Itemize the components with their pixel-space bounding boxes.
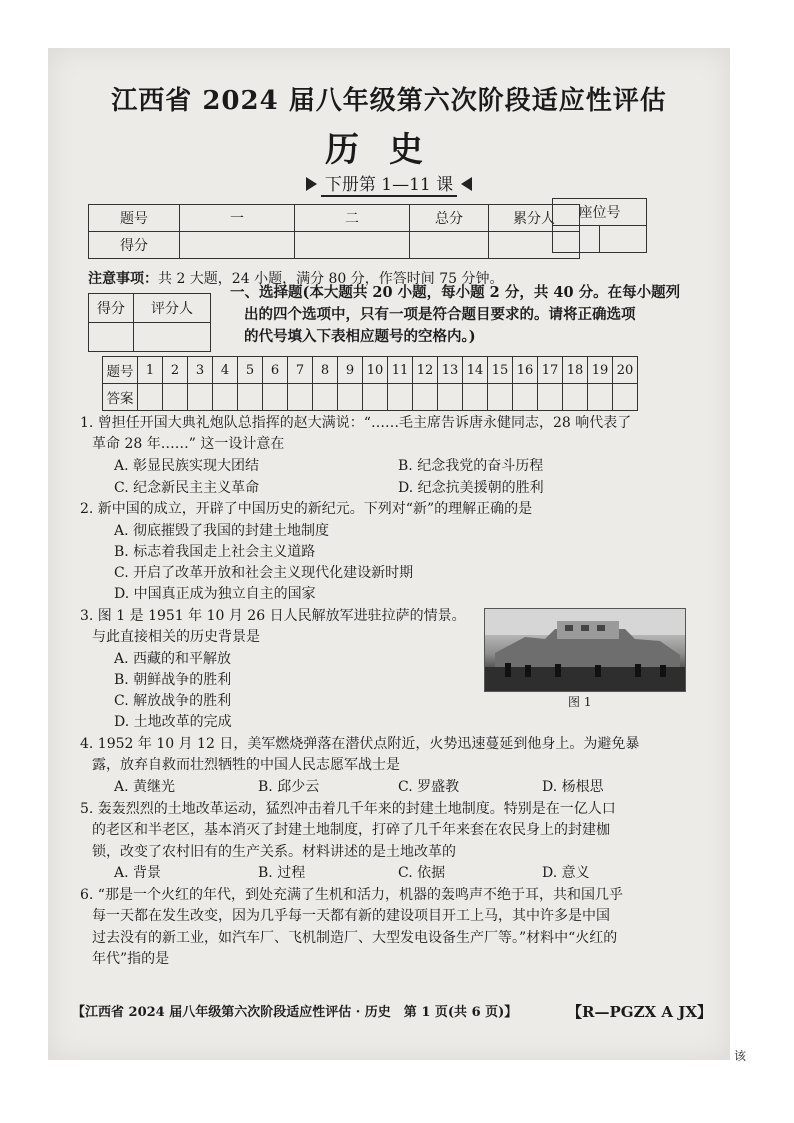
- question-line: 的老区和半老区，基本消灭了封建土地制度，打碎了几千年来套在农民身上的封建枷: [92, 822, 610, 839]
- question-line: 年代”指的是: [92, 950, 170, 967]
- margin-character: 该: [734, 1049, 747, 1063]
- q4-option-a[interactable]: A. 黄继光: [114, 779, 176, 795]
- grader-name-cell[interactable]: [134, 323, 211, 352]
- q4-option-c[interactable]: C. 罗盛教: [398, 779, 460, 795]
- answer-cell[interactable]: [563, 384, 588, 411]
- answer-number-cell: 16: [513, 357, 538, 384]
- score-header-cell: 累分人: [489, 205, 580, 232]
- answer-cell[interactable]: [238, 384, 263, 411]
- figure-1-photo-lhasa: [484, 608, 686, 692]
- score-row-label: 得分: [89, 232, 180, 259]
- answer-cell[interactable]: [388, 384, 413, 411]
- question-1-stem: [80, 413, 631, 456]
- q5-option-c[interactable]: C. 依据: [398, 865, 446, 881]
- answer-number-cell: 8: [313, 357, 338, 384]
- answer-cell[interactable]: [413, 384, 438, 411]
- score-cell[interactable]: [410, 232, 489, 259]
- q1-option-b[interactable]: B. 纪念我党的奋斗历程: [398, 458, 544, 474]
- answer-cell[interactable]: [263, 384, 288, 411]
- answer-number-cell: 3: [188, 357, 213, 384]
- exam-title: 江西省 2024 届八年级第六次阶段适应性评估: [111, 86, 667, 116]
- score-header-cell: 总分: [410, 205, 489, 232]
- answer-cell[interactable]: [463, 384, 488, 411]
- q5-option-d[interactable]: D. 意义: [542, 865, 590, 881]
- answer-number-cell: 1: [138, 357, 163, 384]
- answer-cell[interactable]: [313, 384, 338, 411]
- question-line: 3. 图 1 是 1951 年 10 月 26 日人民解放军进驻拉萨的情景。: [80, 608, 466, 624]
- answer-cell[interactable]: [213, 384, 238, 411]
- q2-option-c[interactable]: C. 开启了改革开放和社会主义现代化建设新时期: [114, 565, 414, 581]
- answer-cell[interactable]: [613, 384, 638, 411]
- answer-number-cell: 13: [438, 357, 463, 384]
- answer-cell[interactable]: [188, 384, 213, 411]
- page-footer: [72, 1001, 712, 1022]
- q1-option-a[interactable]: A. 彰显民族实现大团结: [114, 458, 260, 474]
- question-line: 革命 28 年……” 这一设计意在: [92, 436, 285, 453]
- q3-option-c[interactable]: C. 解放战争的胜利: [114, 693, 232, 709]
- answer-number-cell: 11: [388, 357, 413, 384]
- question-line: 5. 轰轰烈烈的土地改革运动，猛烈冲击着几千年来的封建土地制度。特别是在一亿人口: [80, 801, 616, 817]
- section-1-line: 的代号填入下表相应题号的空格内。): [244, 328, 476, 345]
- exam-paper: [48, 48, 730, 1060]
- answer-number-cell: 12: [413, 357, 438, 384]
- answer-number-cell: 10: [363, 357, 388, 384]
- notice-text: 共 2 大题，24 小题，满分 80 分，作答时间 75 分钟。: [158, 271, 504, 287]
- score-cell[interactable]: [295, 232, 410, 259]
- answer-number-cell: 15: [488, 357, 513, 384]
- answer-table: [102, 356, 638, 411]
- lesson-range: [48, 170, 730, 197]
- q4-option-b[interactable]: B. 邱少云: [258, 779, 320, 795]
- score-header-cell: 一: [180, 205, 295, 232]
- question-line: 过去没有的新工业，如汽车厂、飞机制造厂、大型发电设备生产厂等。”材料中“火红的: [92, 929, 618, 946]
- score-cell[interactable]: [180, 232, 295, 259]
- section-1-line: 一、选择题(本大题共 20 小题，每小题 2 分，共 40 分。在每小题列: [230, 284, 681, 301]
- q4-option-d[interactable]: D. 杨根思: [542, 779, 604, 795]
- answer-number-cell: 5: [238, 357, 263, 384]
- answer-number-cell: 6: [263, 357, 288, 384]
- figure-1-caption: 图 1: [568, 695, 592, 709]
- q2-option-d[interactable]: D. 中国真正成为独立自主的国家: [114, 586, 316, 602]
- footer-paper-code: 【R—PGZX A JX】: [567, 1003, 712, 1021]
- lesson-range-text: 下册第 1—11 课: [321, 170, 457, 197]
- seat-table: [552, 198, 647, 253]
- section-1-instructions: [230, 282, 700, 348]
- q2-option-b[interactable]: B. 标志着我国走上社会主义道路: [114, 544, 316, 560]
- answer-number-cell: 14: [463, 357, 488, 384]
- q1-option-c[interactable]: C. 纪念新民主主义革命: [114, 480, 260, 496]
- answer-label: 答案: [103, 384, 138, 411]
- score-header-cell: 二: [295, 205, 410, 232]
- question-4-stem: [80, 734, 639, 777]
- answer-cell[interactable]: [338, 384, 363, 411]
- score-table: [88, 204, 580, 259]
- question-2-stem: 2. 新中国的成立，开辟了中国历史的新纪元。下列对“新”的理解正确的是: [80, 501, 533, 517]
- question-line: 锁，改变了农村旧有的生产关系。材料讲述的是土地改革的: [92, 843, 456, 860]
- q5-option-a[interactable]: A. 背景: [114, 865, 162, 881]
- q5-option-b[interactable]: B. 过程: [258, 865, 306, 881]
- q1-option-d[interactable]: D. 纪念抗美援朝的胜利: [398, 480, 544, 496]
- triangle-right-icon: [306, 177, 317, 191]
- question-line: 1. 曾担任开国大典礼炮队总指挥的赵大满说：“……毛主席告诉唐永健同志，28 响代表了: [80, 415, 632, 431]
- answer-number-cell: 9: [338, 357, 363, 384]
- seat-cell[interactable]: [600, 226, 647, 253]
- question-5-stem: [80, 799, 616, 863]
- answer-cell[interactable]: [438, 384, 463, 411]
- answer-cell[interactable]: [588, 384, 613, 411]
- seat-label: 座位号: [553, 199, 647, 226]
- grader-name-label: 评分人: [134, 294, 211, 323]
- score-header-cell: 题号: [89, 205, 180, 232]
- answer-cell[interactable]: [488, 384, 513, 411]
- question-line: 与此直接相关的历史背景是: [92, 629, 260, 646]
- q2-option-a[interactable]: A. 彻底摧毁了我国的封建土地制度: [114, 523, 330, 539]
- question-line: 6. “那是一个火红的年代，到处充满了生机和活力，机器的轰鸣声不绝于耳，共和国几乎: [80, 887, 623, 903]
- answer-number-cell: 4: [213, 357, 238, 384]
- answer-number-cell: 17: [538, 357, 563, 384]
- notice-label: 注意事项：: [88, 271, 158, 287]
- section-1-line: 出的四个选项中，只有一项是符合题目要求的。请将正确选项: [244, 306, 636, 323]
- q3-option-b[interactable]: B. 朝鲜战争的胜利: [114, 672, 232, 688]
- grader-score-label: 得分: [89, 294, 134, 323]
- q3-option-a[interactable]: A. 西藏的和平解放: [114, 651, 232, 667]
- answer-cell[interactable]: [363, 384, 388, 411]
- triangle-left-icon: [461, 177, 472, 191]
- answer-number-cell: 19: [588, 357, 613, 384]
- question-6-stem: [80, 885, 623, 970]
- answer-number-cell: 2: [163, 357, 188, 384]
- question-line: 每一天都在发生改变，因为几乎每一天都有新的建设项目开工上马，其中许多是中国: [92, 908, 610, 925]
- answer-cell[interactable]: [163, 384, 188, 411]
- seat-cell[interactable]: [553, 226, 600, 253]
- question-3-stem: [80, 606, 480, 649]
- subject-title: 历史: [325, 130, 453, 170]
- answer-number-label: 题号: [103, 357, 138, 384]
- question-line: 露，放弃自救而壮烈牺牲的中国人民志愿军战士是: [92, 757, 400, 774]
- answer-number-cell: 20: [613, 357, 638, 384]
- footer-page-info: 【江西省 2024 届八年级第六次阶段适应性评估 · 历史 第 1 页(共 6 页)】: [72, 1005, 518, 1020]
- q3-option-d[interactable]: D. 土地改革的完成: [114, 714, 232, 730]
- grader-score-cell[interactable]: [89, 323, 134, 352]
- question-line: 4. 1952 年 10 月 12 日，美军燃烧弹落在潜伏点附近，火势迅速蔓延到他身上。为避免暴: [80, 736, 640, 752]
- answer-number-cell: 18: [563, 357, 588, 384]
- grader-table: [88, 293, 211, 352]
- answer-cell[interactable]: [513, 384, 538, 411]
- answer-cell[interactable]: [538, 384, 563, 411]
- answer-number-cell: 7: [288, 357, 313, 384]
- answer-cell[interactable]: [138, 384, 163, 411]
- answer-cell[interactable]: [288, 384, 313, 411]
